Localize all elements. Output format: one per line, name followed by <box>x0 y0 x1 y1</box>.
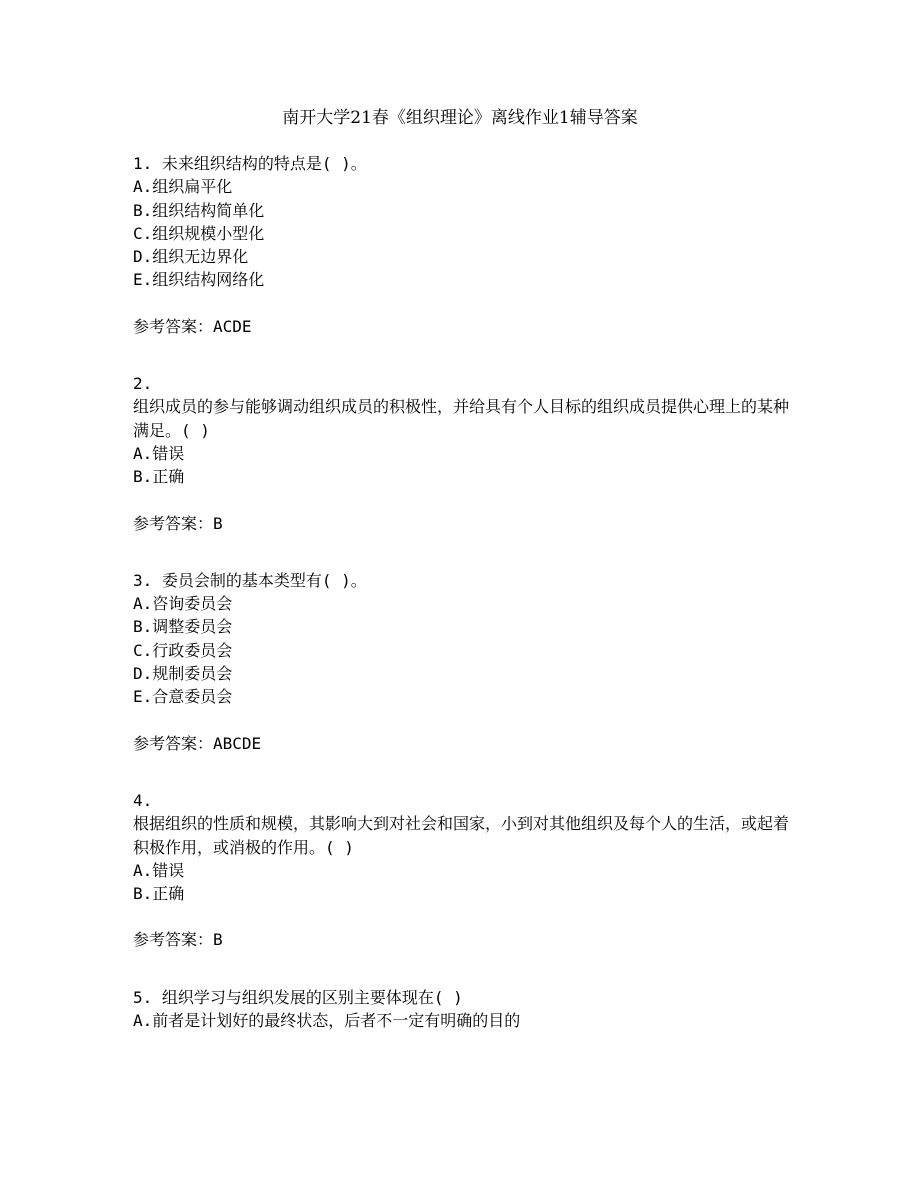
question-list <box>133 152 793 1032</box>
option-b: B.组织结构简单化 <box>133 200 265 220</box>
question-1 <box>133 152 793 338</box>
option-b: B.调整委员会 <box>133 617 233 637</box>
option-b: B.正确 <box>133 884 185 904</box>
document-title: 南开大学21春《组织理论》离线作业1辅导答案 <box>282 108 638 128</box>
reference-answer: 参考答案：B <box>133 930 223 950</box>
question-5 <box>133 986 793 1033</box>
question-stem: 5. 组织学习与组织发展的区别主要体现在( ) <box>133 987 463 1007</box>
reference-answer: 参考答案：B <box>133 513 223 533</box>
question-stem: 根据组织的性质和规模，其影响大到对社会和国家，小到对其他组织及每个人的生活，或起着积极作用，或消极的作用。( ) <box>133 814 790 857</box>
reference-answer: 参考答案：ABCDE <box>133 733 262 753</box>
question-number: 4. <box>133 790 153 810</box>
option-b: B.正确 <box>133 467 185 487</box>
option-a: A.前者是计划好的最终状态，后者不一定有明确的目的 <box>133 1011 521 1031</box>
question-stem: 组织成员的参与能够调动组织成员的积极性，并给具有个人目标的组织成员提供心理上的某种满足。( ) <box>133 397 790 440</box>
question-3 <box>133 569 793 755</box>
question-4 <box>133 789 793 952</box>
question-number: 2. <box>133 374 153 394</box>
question-stem: 1. 未来组织结构的特点是( )。 <box>133 154 367 173</box>
option-e: E.合意委员会 <box>133 687 233 707</box>
option-a: A.错误 <box>133 443 185 463</box>
option-e: E.组织结构网络化 <box>133 270 265 290</box>
option-c: C.组织规模小型化 <box>133 223 265 243</box>
question-2 <box>133 372 793 535</box>
option-a: A.咨询委员会 <box>133 594 233 614</box>
reference-answer: 参考答案：ACDE <box>133 316 252 336</box>
option-c: C.行政委员会 <box>133 640 233 660</box>
question-stem: 3. 委员会制的基本类型有( )。 <box>133 570 367 590</box>
option-d: D.规制委员会 <box>133 664 233 684</box>
option-d: D.组织无边界化 <box>133 247 249 267</box>
option-a: A.错误 <box>133 860 185 880</box>
option-a: A.组织扁平化 <box>133 177 233 197</box>
